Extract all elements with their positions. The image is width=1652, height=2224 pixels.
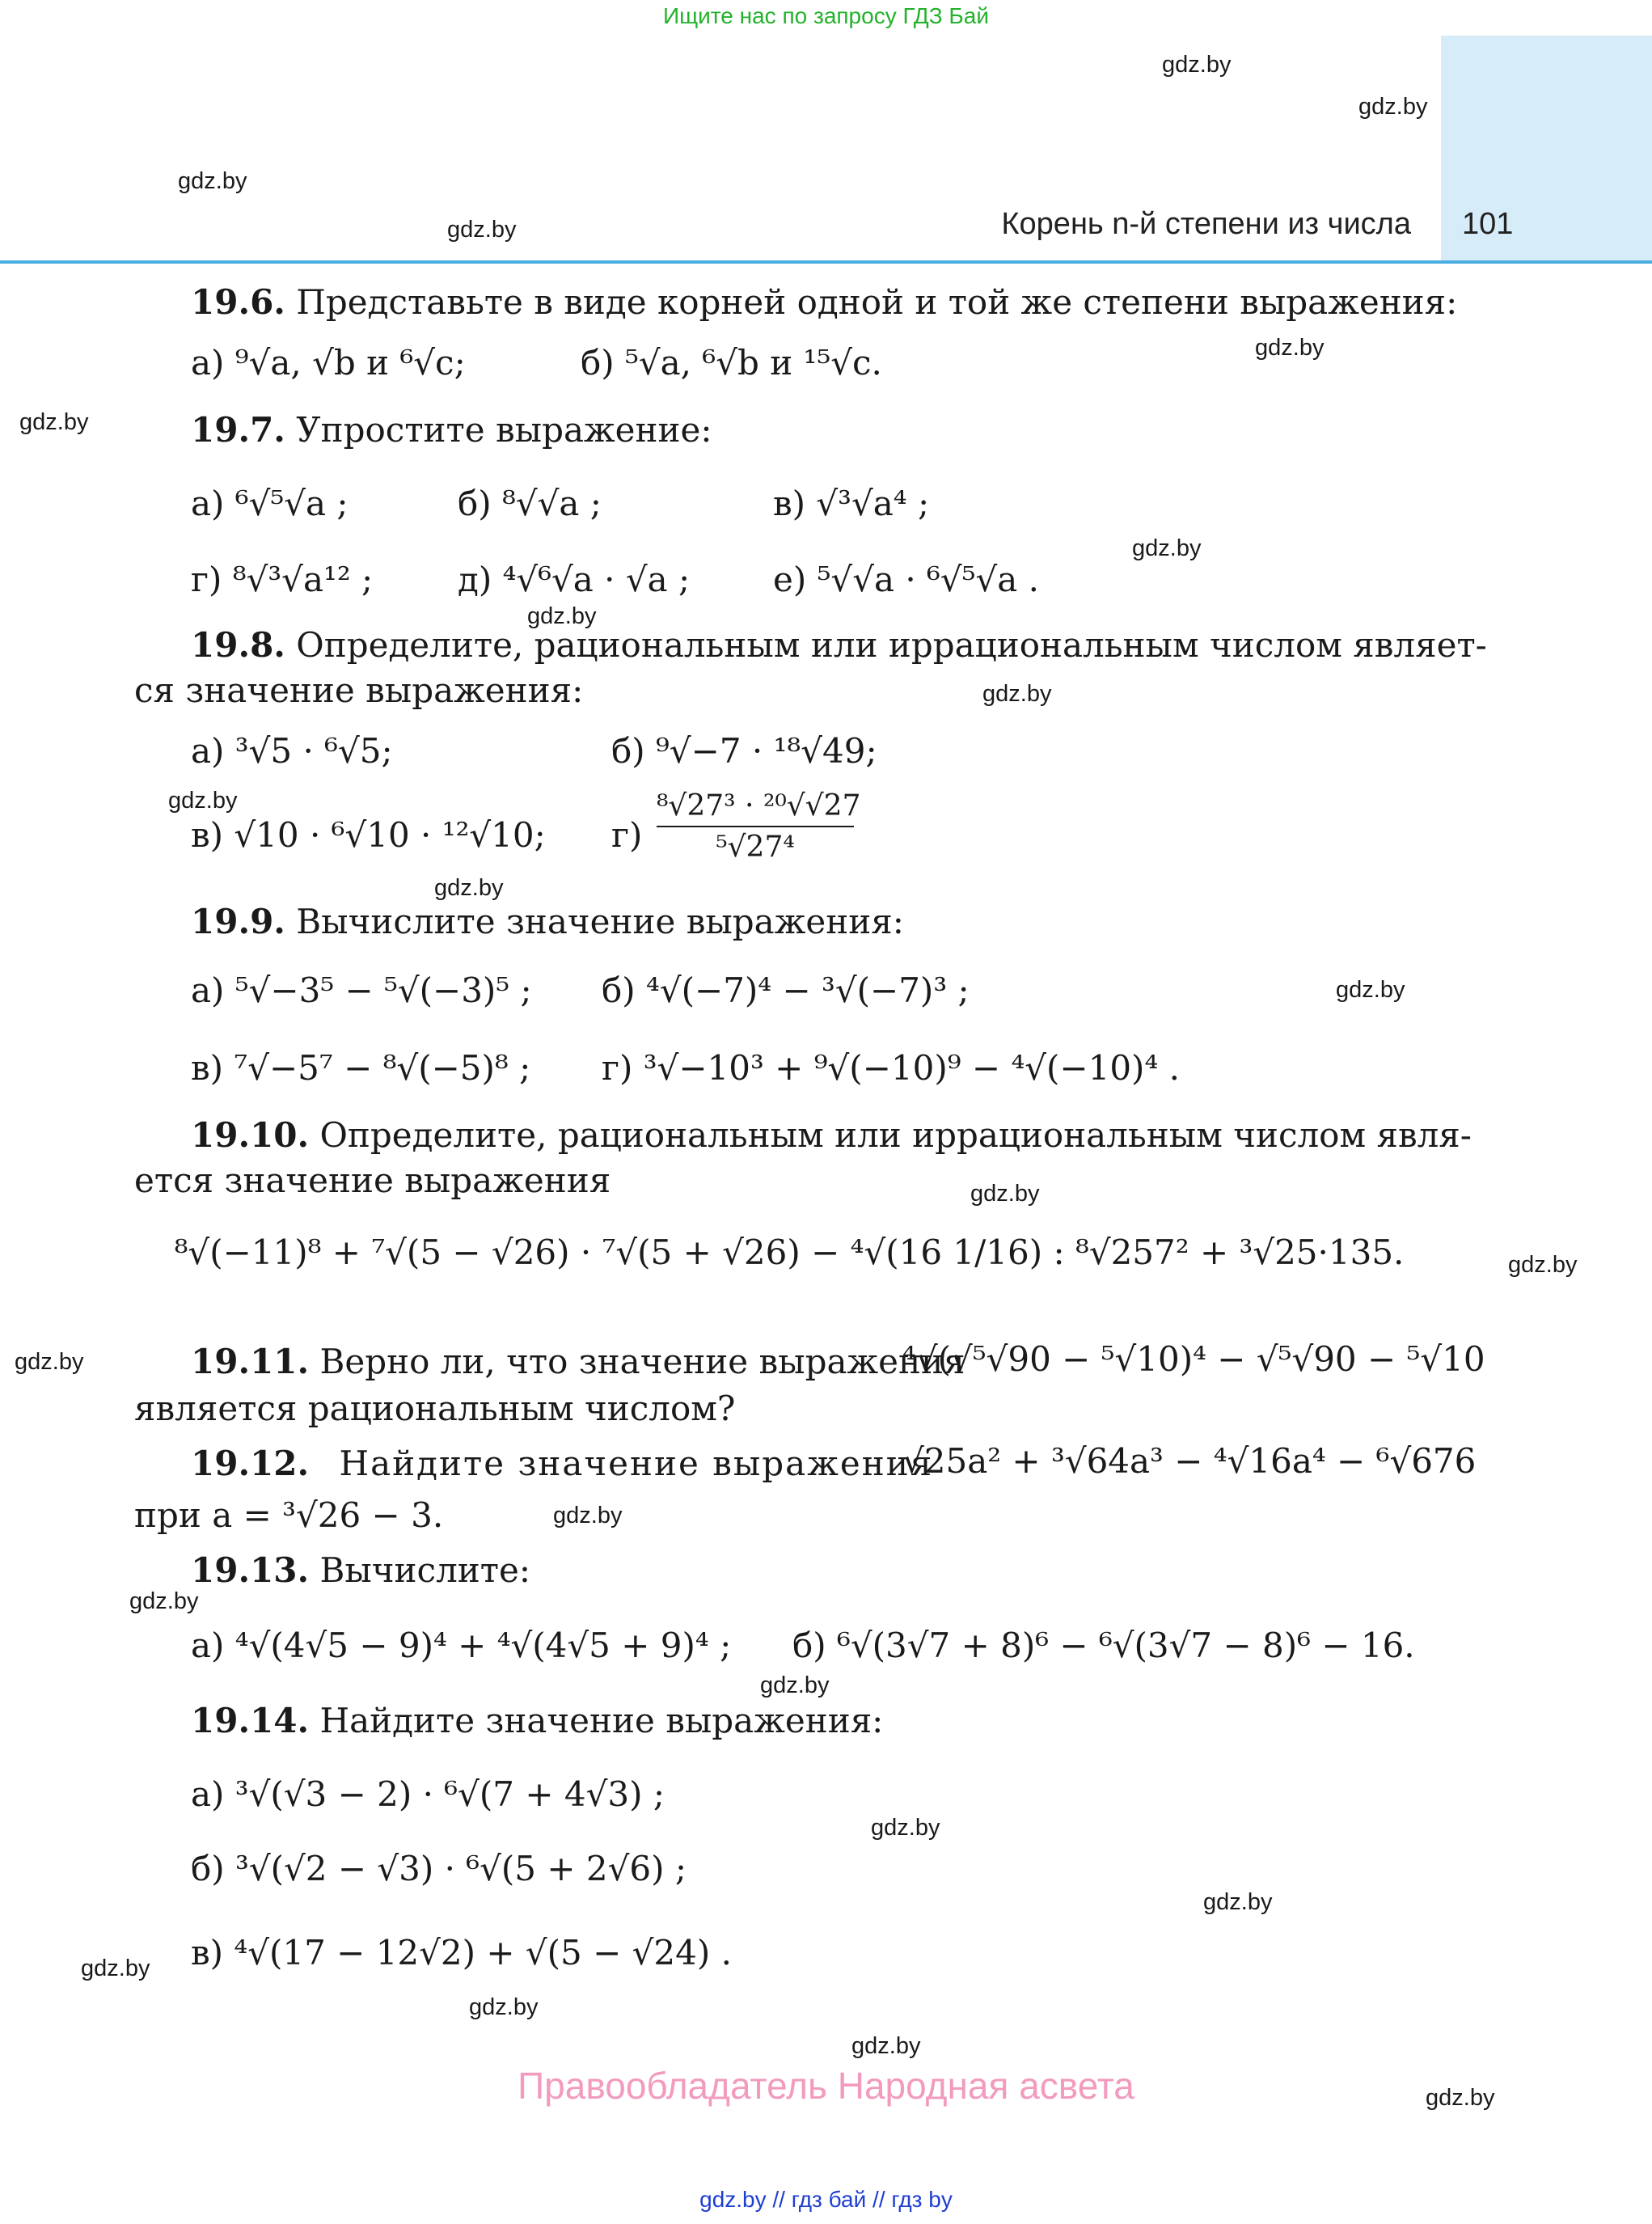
watermark: gdz.by: [1426, 2085, 1495, 2111]
watermark: gdz.by: [553, 1503, 623, 1528]
item-19-9-g: г) ³√−10³ + ⁹√(−10)⁹ − ⁴√(−10)⁴ .: [602, 1048, 1180, 1088]
item-19-14-b: б) ³√(√2 − √3) · ⁶√(5 + 2√6) ;: [191, 1849, 687, 1888]
problem-number: 19.13.: [191, 1550, 310, 1590]
problem-number: 19.6.: [191, 282, 285, 322]
watermark: gdz.by: [871, 1815, 940, 1841]
problem-19-14: [191, 1698, 883, 1744]
problem-number: 19.12.: [191, 1444, 310, 1483]
problem-text-cont: ся значение выражения:: [134, 670, 584, 710]
problem-text: Вычислите значение выражения:: [296, 902, 904, 941]
problem-19-6: [191, 280, 1457, 325]
problem-number: 19.14.: [191, 1701, 310, 1740]
problem-text: Найдите значение выражения:: [319, 1701, 884, 1740]
problem-19-8: [191, 623, 1487, 668]
watermark: gdz.by: [1508, 1252, 1578, 1278]
watermark: gdz.by: [982, 681, 1052, 707]
watermark: gdz.by: [1255, 335, 1325, 361]
watermark: gdz.by: [970, 1181, 1040, 1207]
problem-19-7: [191, 408, 712, 453]
problem-number: 19.7.: [191, 410, 285, 450]
copyright-notice: Правообладатель Народная асвета: [518, 2065, 1134, 2107]
problem-text: Упростите выражение:: [296, 410, 712, 450]
item-19-7-b: б) ⁸√√a ;: [458, 484, 602, 523]
item-19-13-b: б) ⁶√(3√7 + 8)⁶ − ⁶√(3√7 − 8)⁶ − 16.: [792, 1626, 1415, 1665]
fraction-denominator: ⁵√27⁴: [716, 831, 795, 864]
watermark: gdz.by: [1162, 52, 1232, 78]
formula-19-11: ⁴√(√⁵√90 − ⁵√10)⁴ − √⁵√90 − ⁵√10: [902, 1339, 1485, 1379]
footer-links[interactable]: gdz.by // гдз бай // гдз by: [699, 2187, 953, 2212]
item-19-7-d: д) ⁴√⁶√a · √a ;: [458, 560, 691, 599]
watermark: gdz.by: [469, 1994, 539, 2020]
item-19-7-v: в) √³√a⁴ ;: [773, 484, 930, 523]
watermark: gdz.by: [129, 1588, 199, 1614]
problem-text: Найдите значение выражения: [339, 1444, 934, 1483]
item-19-7-e: е) ⁵√√a · ⁶√⁵√a .: [773, 560, 1039, 599]
watermark: gdz.by: [447, 217, 517, 243]
problem-19-13: [191, 1548, 530, 1593]
watermark: gdz.by: [760, 1672, 830, 1698]
header-divider: [0, 260, 1652, 264]
watermark: gdz.by: [851, 2033, 921, 2059]
watermark: gdz.by: [527, 603, 597, 629]
problem-text: Определите, рациональным или иррациональным числом явля-: [319, 1115, 1472, 1155]
page-header-title: Корень n-й степени из числа: [1001, 207, 1411, 241]
item-19-14-v: в) ⁴√(17 − 12√2) + √(5 − √24) .: [191, 1933, 732, 1972]
item-19-6-a: а) ⁹√a, √b и ⁶√c;: [191, 343, 466, 383]
watermark: gdz.by: [15, 1349, 84, 1375]
problem-text: Определите, рациональным или иррациональным числом являет-: [296, 625, 1487, 665]
problem-number: 19.8.: [191, 625, 285, 665]
watermark: gdz.by: [1132, 535, 1202, 561]
problem-text: Верно ли, что значение выражения: [319, 1342, 965, 1381]
watermark: gdz.by: [81, 1956, 150, 1981]
item-19-7-a: а) ⁶√⁵√a ;: [191, 484, 349, 523]
formula-19-10: ⁸√(−11)⁸ + ⁷√(5 − √26) · ⁷√(5 + √26) − ⁴√(16 1/16) : ⁸√257² + ³√25·135.: [174, 1233, 1405, 1272]
item-19-8-b: б) ⁹√−7 · ¹⁸√49;: [611, 731, 877, 771]
fraction-19-8-g: [657, 789, 861, 864]
item-19-7-g: г) ⁸√³√a¹² ;: [191, 560, 374, 599]
problem-19-11: [191, 1339, 965, 1385]
item-19-9-v: в) ⁷√−5⁷ − ⁸√(−5)⁸ ;: [191, 1048, 531, 1088]
item-19-9-a: а) ⁵√−3⁵ − ⁵√(−3)⁵ ;: [191, 970, 532, 1010]
fraction-numerator: ⁸√27³ · ²⁰√√27: [657, 789, 854, 827]
problem-19-9: [191, 899, 904, 945]
watermark: gdz.by: [434, 875, 504, 901]
top-search-banner: Ищите нас по запросу ГДЗ Бай: [662, 3, 990, 28]
problem-number: 19.9.: [191, 902, 285, 941]
item-19-9-b: б) ⁴√(−7)⁴ − ³√(−7)³ ;: [602, 970, 970, 1010]
watermark: gdz.by: [1358, 94, 1428, 120]
problem-text: Представьте в виде корней одной и той же степени выражения:: [296, 282, 1458, 322]
problem-19-12: [191, 1441, 933, 1486]
watermark: gdz.by: [1336, 977, 1405, 1003]
watermark: gdz.by: [168, 788, 238, 814]
item-19-8-g-label: г): [611, 815, 643, 855]
problem-number: 19.11.: [191, 1342, 310, 1381]
problem-number: 19.10.: [191, 1115, 310, 1155]
problem-text-cont: является рациональным числом?: [134, 1389, 736, 1428]
watermark: gdz.by: [19, 409, 89, 435]
watermark: gdz.by: [1203, 1889, 1273, 1915]
problem-text-cont: при a = ³√26 − 3.: [134, 1495, 444, 1535]
formula-19-12: √25a² + ³√64a³ − ⁴√16a⁴ − ⁶√676: [902, 1441, 1477, 1481]
problem-text: Вычислите:: [319, 1550, 530, 1590]
watermark: gdz.by: [178, 168, 247, 194]
item-19-8-v: в) √10 · ⁶√10 · ¹²√10;: [191, 815, 546, 855]
page-number: 101: [1462, 207, 1514, 241]
item-19-6-b: б) ⁵√a, ⁶√b и ¹⁵√c.: [581, 343, 882, 383]
item-19-8-a: а) ³√5 · ⁶√5;: [191, 731, 393, 771]
problem-19-10: [191, 1113, 1472, 1158]
problem-text-cont: ется значение выражения: [134, 1161, 611, 1200]
item-19-13-a: а) ⁴√(4√5 − 9)⁴ + ⁴√(4√5 + 9)⁴ ;: [191, 1626, 732, 1665]
item-19-14-a: а) ³√(√3 − 2) · ⁶√(7 + 4√3) ;: [191, 1774, 665, 1814]
